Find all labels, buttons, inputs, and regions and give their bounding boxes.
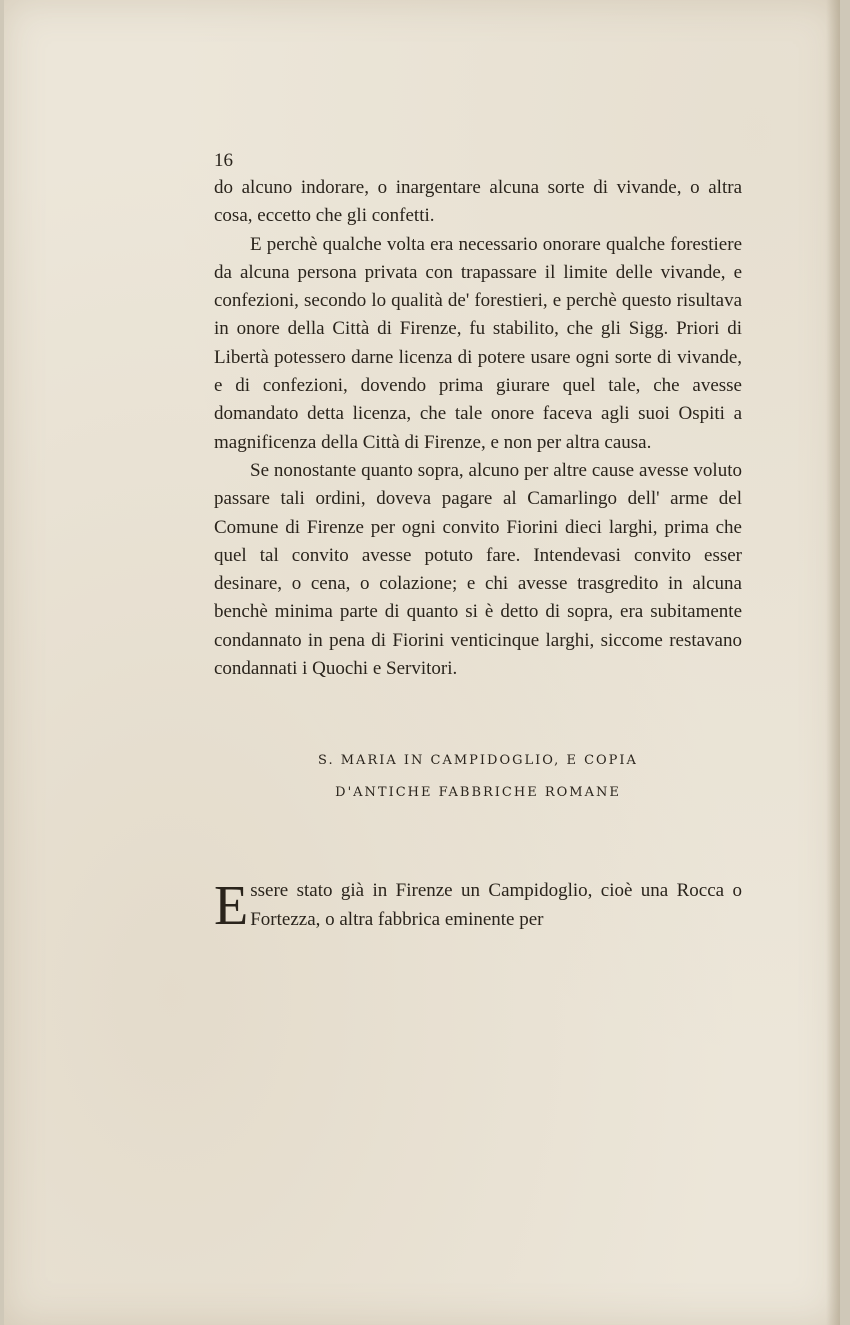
page-edge xyxy=(826,0,840,1325)
section-heading xyxy=(214,745,742,809)
section-heading-line-1: S. MARIA IN CAMPIDOGLIO, E COPIA xyxy=(318,753,638,769)
paragraph-continuation: do alcuno indorare, o inargentare alcuna sorte di vivande, o altra cosa, eccetto che gli confetti. xyxy=(214,177,742,227)
page-number: 16 xyxy=(214,150,233,171)
book-page xyxy=(4,0,840,1325)
chapter-opening-text: ssere stato già in Firenze un Campidoglio, cioè una Rocca o Fortezza, o altra fabbrica eminente per xyxy=(250,880,742,930)
drop-cap: E xyxy=(214,875,249,938)
chapter-opening-paragraph xyxy=(214,875,742,938)
paragraph-forestieri: E perchè qualche volta era necessario onorare qualche forestiere da alcuna persona privata con trapassare il limite delle vivande, e confezioni, secondo lo qualità de' forestieri, e perchè questo risultava in onore della Città di Firenze, fu stabilito, che gli Sigg. Priori di Libertà potessero darne licenza di potere usare ogni sorte di vivande, e di confezioni, dovendo prima giurare quel tale, che avesse domandato detta licenza, che tale onore faceva agli suoi Ospiti a magnificenza della Città di Firenze, e non per altra causa. xyxy=(214,233,742,453)
section-heading-line-2: D'ANTICHE FABBRICHE ROMANE xyxy=(335,785,621,801)
paragraph-penalties: Se nonostante quanto sopra, alcuno per altre cause avesse voluto passare tali ordini, doveva pagare al Camarlingo dell' arme del Comune di Firenze per ogni convito Fiorini dieci larghi, prima che quel tal convito avesse potuto fare. Intendevasi convito esser desinare, o cena, o colazione; e chi avesse trasgredito in alcuna benchè minima parte di quanto si è detto di sopra, era subitamente condannato in pena di Fiorini venticinque larghi, siccome restavano condannati i Quochi e Servitori. xyxy=(214,459,742,680)
text-block xyxy=(214,148,742,953)
